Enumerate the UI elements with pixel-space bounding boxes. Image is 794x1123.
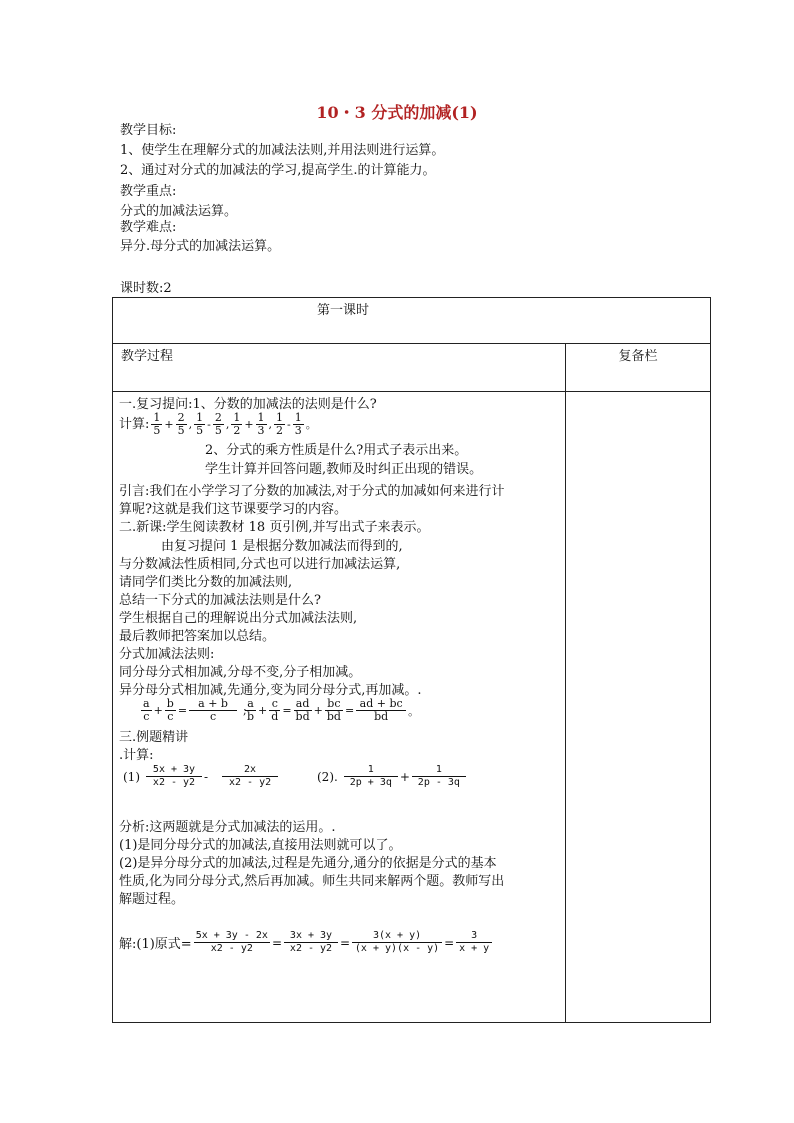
rule-1: 同分母分式相加减,分母不变,分子相加减。 bbox=[119, 665, 362, 680]
analysis-1: 分析:这两题就是分式加减法的运用。. bbox=[119, 820, 336, 835]
objectives-heading: 教学目标: bbox=[120, 123, 177, 138]
difficult-point: 异分.母分式的加减法运算。 bbox=[120, 239, 281, 254]
calc-fraction-numerator: 2 bbox=[177, 411, 185, 424]
process-content-cell bbox=[113, 392, 566, 1023]
periods: 课时数:2 bbox=[120, 281, 172, 296]
new-4: 请同学们类比分数的加减法则, bbox=[119, 575, 293, 590]
key-heading: 教学重点: bbox=[120, 184, 177, 199]
f2-den-d: d bbox=[271, 710, 279, 723]
key-point: 分式的加减法运算。 bbox=[120, 204, 238, 219]
f2-den-bd1: bd bbox=[295, 710, 310, 723]
intro-2: 算呢?这就是我们这节课要学习的内容。 bbox=[119, 502, 347, 517]
sol-den2: x2 - y2 bbox=[289, 943, 333, 954]
ex2-num2: 1 bbox=[412, 764, 466, 777]
ex1-label: (1) bbox=[123, 769, 140, 784]
calc-fraction-numerator: 1 bbox=[276, 411, 284, 424]
f2-num-sum: ad + bc bbox=[356, 698, 406, 711]
calc-fraction-denominator: 3 bbox=[294, 424, 302, 437]
rule-formula-1: $\frac{a}{c}$ + $\frac{b}{c}$ = $\frac{a + b}{c}$ ; bbox=[143, 697, 247, 723]
calc-operator: - bbox=[287, 418, 291, 431]
rule-2: 异分母分式相加减,先通分,变为同分母分式,再加减。. bbox=[119, 683, 422, 698]
calc-fraction-numerator: 1 bbox=[294, 411, 302, 424]
calc-operator: + bbox=[164, 418, 174, 431]
f2-num-c: c bbox=[269, 698, 280, 711]
new-5: 总结一下分式的加减法法则是什么? bbox=[119, 593, 321, 608]
calc-fraction bbox=[293, 412, 304, 437]
ex1-den1: x2 - y2 bbox=[152, 777, 196, 788]
example-2: (2). $\frac{1}{2p + 3q}$ + $\frac{1}{2p - 3q}$ bbox=[317, 764, 468, 789]
calc-fraction-denominator: 5 bbox=[177, 424, 185, 437]
review-q2: 2、分式的乘方性质是什么?用式子表示出来。 bbox=[205, 443, 468, 458]
ex2-den1: 2p + 3q bbox=[349, 777, 392, 788]
rule-formula-2: $\frac{a}{b}$ + $\frac{c}{d}$ = $\frac{ad}{bd}$ + $\frac{bc}{bd}$ = $\frac{ad + bc}{bd}$ 。 bbox=[247, 697, 420, 723]
objective-2: 2、通过对分式的加减法的学习,提高学生.的计算能力。 bbox=[120, 163, 436, 178]
calc-fraction-numerator: 1 bbox=[257, 411, 265, 424]
calc-fractions bbox=[149, 412, 316, 437]
sol-num2: 3x + 3y bbox=[284, 930, 338, 943]
calc-fraction bbox=[194, 412, 205, 437]
f1-den-c2: c bbox=[167, 710, 174, 723]
new-2: 由复习提问 1 是根据分数加减法而得到的, bbox=[161, 539, 403, 554]
f2-num-bc: bc bbox=[325, 698, 343, 711]
analysis-2: (1)是同分母分式的加减法,直接用法则就可以了。 bbox=[119, 838, 402, 853]
f2-num-a: a bbox=[245, 698, 256, 711]
process-header-cell bbox=[113, 344, 566, 392]
calc-fraction bbox=[274, 412, 285, 437]
objective-1: 1、使学生在理解分式的加减法法则,并用法则进行运算。 bbox=[120, 143, 445, 158]
calc-row bbox=[119, 412, 317, 437]
examples-heading: 三.例题精讲 bbox=[119, 730, 189, 745]
calc-operator: , bbox=[268, 418, 273, 431]
example-1: (1) $\frac{5x + 3y}{x2 - y2}$ - $\frac{2x}{x2 - y2}$ bbox=[123, 764, 280, 789]
f2-den-b: b bbox=[247, 710, 255, 723]
intro-1: 引言:我们在小学学习了分数的加减法,对于分式的加减如何来进行计 bbox=[119, 484, 505, 499]
calc-operator: , bbox=[188, 418, 193, 431]
new-3: 与分数减法性质相同,分式也可以进行加减法运算, bbox=[119, 557, 401, 572]
f2-den-bd3: bd bbox=[374, 710, 389, 723]
f2-den-bd2: bd bbox=[326, 710, 341, 723]
sol-den3: (x + y)(x - y) bbox=[354, 943, 440, 954]
session-title: 第一课时 bbox=[316, 303, 369, 318]
process-content bbox=[113, 392, 565, 1022]
sol-num1: 5x + 3y - 2x bbox=[195, 930, 268, 941]
f2-num-ad: ad bbox=[294, 698, 312, 711]
f1-den-c1: c bbox=[143, 710, 150, 723]
notes-header-cell bbox=[566, 344, 711, 392]
calc-fraction-numerator: 2 bbox=[214, 411, 222, 424]
notes-label: 复备栏 bbox=[618, 349, 658, 364]
calc-fraction-denominator: 5 bbox=[153, 424, 161, 437]
review-q1: 一.复习提问:1、分数的加减法的法则是什么? bbox=[119, 397, 377, 412]
calc-fraction bbox=[231, 412, 242, 437]
ex1-den2: x2 - y2 bbox=[228, 777, 272, 788]
calc-operator: + bbox=[244, 418, 254, 431]
new-7: 最后教师把答案加以总结。 bbox=[119, 629, 276, 644]
ex2-label: (2). bbox=[317, 769, 338, 784]
calc-fraction bbox=[213, 412, 224, 437]
f1-num-sum: a + b bbox=[189, 698, 237, 711]
new-6: 学生根据自己的理解说出分式加减法法则, bbox=[119, 611, 358, 626]
page-title: 10・3 分式的加减(1) bbox=[316, 103, 478, 122]
calc-fraction-denominator: 2 bbox=[233, 424, 241, 437]
calc-operator: - bbox=[207, 418, 211, 431]
solution-label: 解:(1)原式= bbox=[119, 937, 192, 952]
calc-fraction-numerator: 1 bbox=[233, 411, 241, 424]
calc-fraction bbox=[176, 412, 187, 437]
review-q3: 学生计算并回答问题,教师及时纠正出现的错误。 bbox=[205, 462, 483, 477]
calc-operator: 。 bbox=[305, 418, 317, 431]
calc-fraction-denominator: 3 bbox=[257, 424, 265, 437]
ex2-den2: 2p - 3q bbox=[417, 777, 460, 788]
analysis-3: (2)是异分母分式的加减法,过程是先通分,通分的依据是分式的基本 bbox=[119, 856, 497, 871]
calc-fraction-denominator: 5 bbox=[196, 424, 204, 437]
ex2-num1: 1 bbox=[344, 764, 398, 777]
sol-num4: 3 bbox=[456, 930, 492, 943]
new-1: 二.新课:学生阅读教材 18 页引例,并写出式子来表示。 bbox=[119, 520, 430, 535]
calc-fraction-numerator: 1 bbox=[196, 411, 204, 424]
f1-num-a: a bbox=[143, 697, 150, 710]
analysis-4: 性质,化为同分母分式,然后再加减。师生共同来解两个题。教师写出 bbox=[119, 874, 505, 889]
f1-num-b: b bbox=[166, 697, 174, 710]
rule-heading: 分式加减法法则: bbox=[119, 647, 215, 662]
calc-fraction-denominator: 2 bbox=[276, 424, 284, 437]
f1-den-c3: c bbox=[209, 710, 217, 723]
f2-end: 。 bbox=[408, 704, 420, 718]
calc-label: 计算: bbox=[119, 416, 150, 432]
lesson-table bbox=[112, 297, 711, 1023]
notes-content-cell bbox=[566, 392, 711, 1023]
calc-fraction bbox=[256, 412, 267, 437]
calc-fraction bbox=[151, 412, 162, 437]
calc-fraction-denominator: 5 bbox=[214, 424, 222, 437]
session-cell bbox=[113, 298, 711, 344]
process-label: 教学过程 bbox=[121, 349, 174, 364]
examples-calc: .计算: bbox=[119, 748, 154, 763]
calc-operator: , bbox=[225, 418, 230, 431]
analysis-5: 解题过程。 bbox=[119, 892, 185, 907]
sol-den4: x + y bbox=[459, 943, 490, 954]
calc-fraction-numerator: 1 bbox=[153, 411, 161, 424]
difficult-heading: 教学难点: bbox=[120, 220, 177, 235]
sol-den1: x2 - y2 bbox=[210, 943, 253, 954]
ex1-num1: 5x + 3y bbox=[146, 764, 202, 777]
sol-num3: 3(x + y) bbox=[352, 930, 442, 943]
solution: 解:(1)原式= $\frac{5x + 3y - 2x}{x2 - y2}$ = $\frac{3x + 3y}{x2 - y2}$ = $\frac{3(x + y)}{(x + y)(x - y)}$ = $\frac{3}{x + y}$ bbox=[119, 930, 494, 955]
ex1-num2: 2x bbox=[222, 764, 278, 777]
